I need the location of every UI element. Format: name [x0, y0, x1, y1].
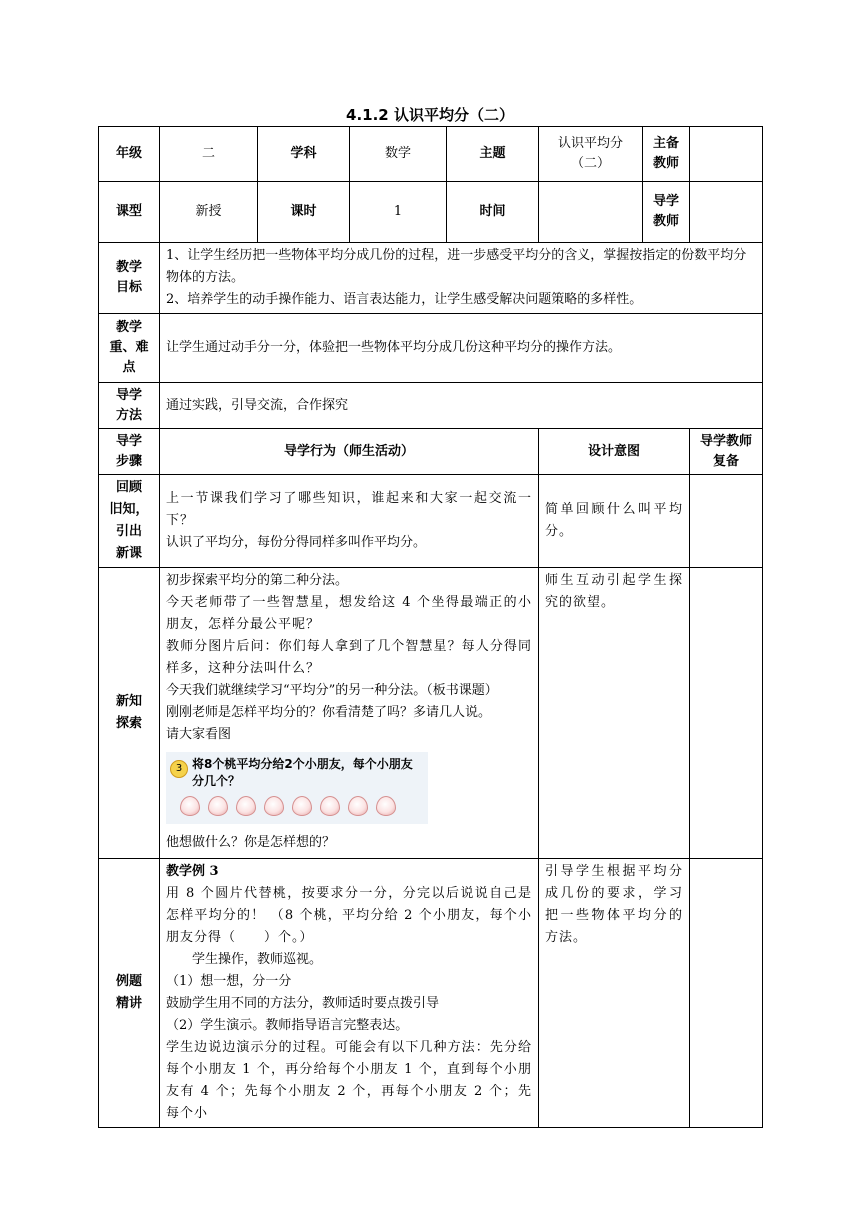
explore-row — [99, 568, 763, 859]
steps-header-row — [99, 429, 763, 475]
intent-header: 设计意图 — [539, 429, 690, 475]
time-label: 时间 — [447, 182, 539, 243]
review-label — [99, 475, 160, 568]
peach-icon — [264, 796, 284, 816]
figure-number-badge: 3 — [170, 760, 188, 778]
subject-value: 数学 — [350, 127, 447, 182]
keypoints-label — [99, 314, 160, 383]
guide-teacher-label — [643, 182, 690, 243]
peach-icon — [348, 796, 368, 816]
review-header-line2: 复备 — [712, 453, 739, 469]
review-label-line4: 新课 — [115, 546, 142, 561]
example-label-line2: 精讲 — [115, 996, 142, 1011]
review-row — [99, 475, 763, 568]
activity-header: 导学行为（师生活动） — [160, 429, 539, 475]
example-paragraph-4: 鼓励学生用不同的方法分，教师适时要点拨引导 — [166, 996, 440, 1011]
method-row — [99, 383, 763, 429]
type-label: 课型 — [99, 182, 160, 243]
goals-row — [99, 243, 763, 314]
peach-row — [180, 796, 396, 816]
example-intent: 引导学生根据平均分成几份的要求，学习把一些物体平均分的方法。 — [539, 859, 690, 1128]
goal-line-2: 2、培养学生的动手操作能力、语言表达能力，让学生感受解决问题策略的多样性。 — [166, 292, 643, 307]
method-label — [99, 383, 160, 429]
steps-label-line2: 步骤 — [115, 453, 142, 469]
explore-paragraph-3: 教师分图片后问：你们每人拿到了几个智慧星？每人分得同样多，这种分法叫什么？ — [166, 639, 532, 676]
time-value — [539, 182, 643, 243]
method-label-line1: 导学 — [115, 387, 142, 403]
review-header-line1: 导学教师 — [699, 433, 752, 449]
explore-paragraph-2: 今天老师带了一些智慧星，想发给这 4 个坐得最端正的小朋友，怎样分最公平呢？ — [166, 595, 532, 632]
example-paragraph-6: 学生边说边演示分的过程。可能会有以下几种方法：先分给每个小朋友 1 个，再分给每个小朋友 1 个，直到每个小朋友有 4 个；先每个小朋友 2 个，再每个小朋友 2 个；先每个小 — [166, 1040, 532, 1121]
prep-teacher-label-line2: 教师 — [652, 156, 679, 171]
peach-icon — [208, 796, 228, 816]
keypoints-label-line2: 重、难 — [109, 340, 149, 355]
topic-label: 主题 — [447, 127, 539, 182]
review-label-line1: 回顾 — [115, 480, 142, 495]
explore-paragraph-1: 初步探索平均分的第二种分法。 — [166, 573, 349, 588]
keypoints-label-line3: 点 — [122, 360, 136, 375]
goals-label-line1: 教学 — [115, 260, 142, 275]
example-row — [99, 859, 763, 1128]
steps-label-line1: 导学 — [115, 433, 142, 449]
review-activity — [160, 475, 539, 568]
review-header — [690, 429, 763, 475]
explore-label-line2: 探索 — [115, 716, 142, 731]
explore-paragraph-6: 请大家看图 — [166, 727, 232, 742]
review-intent: 简单回顾什么叫平均分。 — [539, 475, 690, 568]
example-paragraph-2: 学生操作，教师巡视。 — [192, 952, 323, 967]
review-paragraph-1: 上一节课我们学习了哪些知识，谁起来和大家一起交流一下？ — [166, 491, 532, 528]
page-title: 4.1.2 认识平均分（二） — [346, 106, 514, 124]
peach-figure — [166, 752, 428, 824]
prep-teacher-label-line1: 主备 — [652, 136, 679, 151]
explore-label-line1: 新知 — [115, 694, 142, 709]
peach-icon — [180, 796, 200, 816]
prep-teacher-label — [643, 127, 690, 182]
explore-intent: 师生互动引起学生探究的欲望。 — [539, 568, 690, 859]
explore-activity — [160, 568, 539, 859]
peach-icon — [376, 796, 396, 816]
figure-question: 将8个桃平均分给2个小朋友，每个小朋友分几个？ — [192, 757, 413, 788]
explore-paragraph-7: 他想做什么？你是怎样想的？ — [166, 835, 336, 850]
goals-content — [160, 243, 763, 314]
period-value: 1 — [350, 182, 447, 243]
guide-teacher-label-line2: 教师 — [652, 214, 679, 229]
example-notes — [690, 859, 763, 1128]
keypoints-content: 让学生通过动手分一分，体验把一些物体平均分成几份这种平均分的操作方法。 — [160, 314, 763, 383]
example-heading: 教学例 3 — [166, 864, 219, 879]
peach-icon — [292, 796, 312, 816]
steps-label — [99, 429, 160, 475]
period-label: 课时 — [258, 182, 350, 243]
review-paragraph-2: 认识了平均分，每份分得同样多叫作平均分。 — [166, 535, 427, 550]
peach-icon — [320, 796, 340, 816]
type-value: 新授 — [160, 182, 258, 243]
header-row-2 — [99, 182, 763, 243]
grade-label: 年级 — [99, 127, 160, 182]
explore-paragraph-5: 刚刚老师是怎样平均分的？你看清楚了吗？多请几人说。 — [166, 705, 492, 720]
header-row-1 — [99, 127, 763, 182]
explore-label — [99, 568, 160, 859]
grade-value: 二 — [160, 127, 258, 182]
topic-value — [539, 127, 643, 182]
goal-line-1: 1、让学生经历把一些物体平均分成几份的过程，进一步感受平均分的含义，掌握按指定的份数平均分物体的方法。 — [166, 248, 747, 285]
goals-label-line2: 目标 — [115, 280, 142, 295]
example-activity — [160, 859, 539, 1128]
lesson-plan-table — [98, 126, 763, 1128]
review-label-line3: 引出 — [115, 524, 142, 539]
example-label-line1: 例题 — [115, 974, 142, 989]
prep-teacher-value — [690, 127, 763, 182]
method-label-line2: 方法 — [115, 407, 142, 423]
explore-paragraph-4: 今天我们就继续学习“平均分”的另一种分法。（板书课题） — [166, 683, 498, 698]
example-paragraph-3: （1）想一想，分一分 — [166, 974, 292, 989]
topic-value-line1: 认识平均分 — [557, 136, 623, 151]
goals-label — [99, 243, 160, 314]
keypoints-label-line1: 教学 — [115, 320, 142, 335]
method-content: 通过实践，引导交流，合作探究 — [160, 383, 763, 429]
example-label — [99, 859, 160, 1128]
review-label-line2: 旧知， — [109, 502, 149, 517]
keypoints-row — [99, 314, 763, 383]
topic-value-line2: （二） — [570, 156, 610, 171]
review-notes — [690, 475, 763, 568]
peach-icon — [236, 796, 256, 816]
explore-notes — [690, 568, 763, 859]
guide-teacher-value — [690, 182, 763, 243]
example-paragraph-5: （2）学生演示。教师指导语言完整表达。 — [166, 1018, 409, 1033]
subject-label: 学科 — [258, 127, 350, 182]
guide-teacher-label-line1: 导学 — [652, 194, 679, 209]
example-paragraph-1: 用 8 个圆片代替桃，按要求分一分，分完以后说说自己是怎样平均分的！ （8 个桃，平均分给 2 个小朋友，每个小朋友分得（ ）个。） — [166, 886, 532, 945]
